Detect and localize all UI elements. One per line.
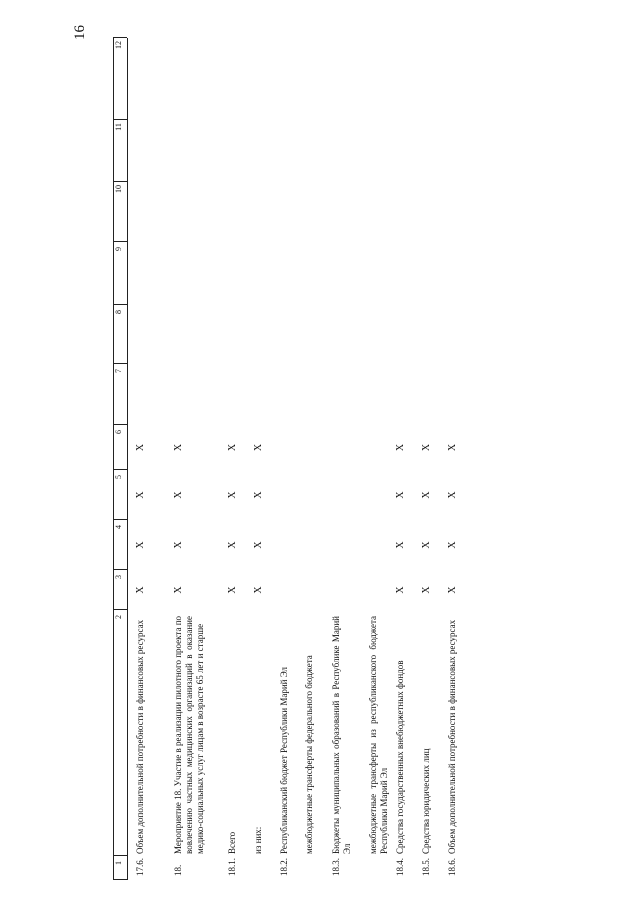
cell-mark: X [227,491,238,499]
column-number-11: 11 [114,123,123,131]
row-number: 18.4. [395,858,405,876]
cell-mark: X [173,443,184,452]
row-label: Всего [227,831,237,854]
cell-mark: X [227,443,238,452]
row-label: из них: [253,826,263,854]
row-label: Мероприятие 18. Участие в реализации пилотного проекта по вовлечению частных медицинских организаций в оказание медико-социальных услуг лицам в возрасте 65 лет и старше [173,615,205,854]
rotated-table [113,38,486,880]
cell-mark: X [395,491,406,499]
row-label: Республиканский бюджет Республики Марий Эл [279,666,289,854]
column-number-12: 12 [114,41,123,49]
cell-mark: X [135,541,146,549]
cell-mark: X [173,491,184,499]
cell-mark: X [421,541,432,549]
row-label: Средства юридических лиц [421,748,431,854]
column-number-7: 7 [114,369,123,373]
row-number: 17.6. [135,858,145,876]
row-number: 18. [173,864,183,876]
column-number-4: 4 [114,525,123,529]
cell-mark: X [421,491,432,499]
cell-mark: X [395,586,406,594]
row-label: Объем дополнительной потребности в финансовых ресурсах [135,619,145,854]
column-number-2: 2 [114,615,123,619]
row-label: Объем дополнительной потребности в финансовых ресурсах [447,619,457,854]
cell-mark: X [227,586,238,594]
cell-mark: X [135,586,146,594]
row-label: Средства государственных внебюджетных фондов [395,660,405,854]
cell-mark: X [421,586,432,594]
cell-mark: X [395,443,406,452]
cell-mark: X [421,443,432,452]
cell-mark: X [253,491,264,499]
column-number-9: 9 [114,247,123,251]
cell-mark: X [253,586,264,594]
column-number-3: 3 [114,575,123,579]
cell-mark: X [135,491,146,499]
cell-mark: X [173,541,184,549]
column-number-8: 8 [114,310,123,314]
row-label: межбюджетные трансферты федерального бюджета [304,655,314,854]
cell-mark: X [227,541,238,549]
column-number-5: 5 [114,475,123,479]
cell-mark: X [447,443,458,452]
header-divider [113,879,127,880]
cell-mark: X [253,443,264,452]
cell-mark: X [447,541,458,549]
cell-mark: X [253,541,264,549]
column-number-6: 6 [114,430,123,434]
row-label: Бюджеты муниципальных образований в Республике Марий Эл [331,616,352,854]
row-number: 18.5. [421,858,431,876]
row-number: 18.3. [331,858,341,876]
cell-mark: X [135,443,146,452]
cell-mark: X [447,491,458,499]
row-label: межбюджетные трансферты из республиканского бюджета Республики Марий Эл [368,616,389,854]
row-number: 18.6. [447,858,457,876]
row-number: 18.1. [227,858,237,876]
row-number: 18.2. [279,858,289,876]
cell-mark: X [395,541,406,549]
cell-mark: X [173,586,184,594]
header-bottom-rule [127,38,128,880]
page-number: 16 [72,25,88,40]
header-top-rule [113,38,114,880]
column-number-10: 10 [114,185,123,193]
column-number-1: 1 [114,861,123,865]
cell-mark: X [447,586,458,594]
